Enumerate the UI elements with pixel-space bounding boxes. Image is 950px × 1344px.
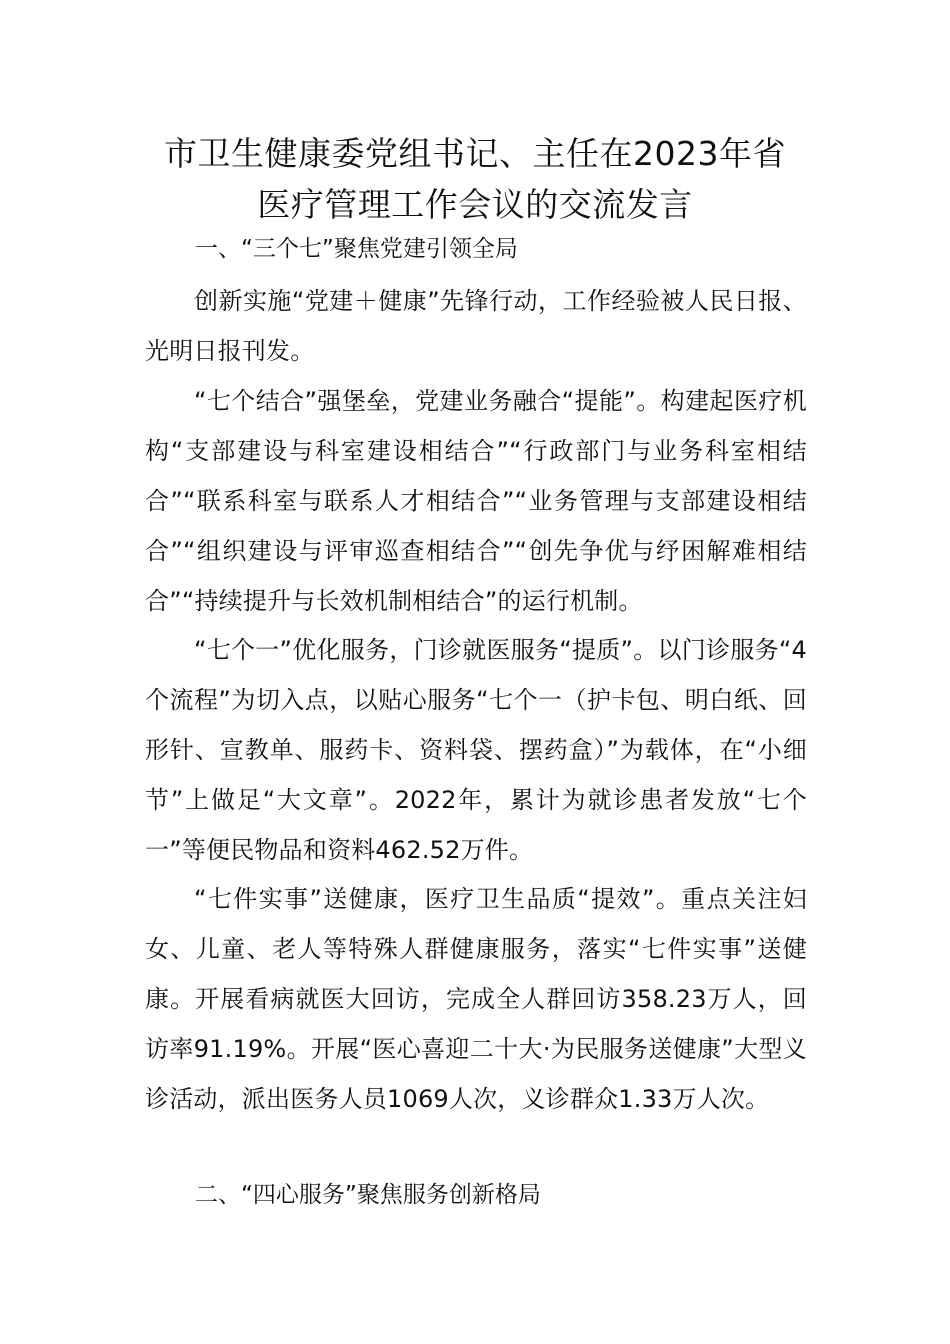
section-heading-1: 一、“三个七”聚焦党建引领全局 <box>195 236 518 262</box>
paragraph-2: “七个结合”强堡垒，党建业务融合“提能”。构建起医疗机构“支部建设与科室建设相结合”“行政部门与业务科室相结合”“联系科室与联系人才相结合”“业务管理与支部建设相结合”“组织建设与评审巡查相结合”“创先争优与纾困解难相结合”“持续提升与长效机制相结合”的运行机制。 <box>145 387 807 615</box>
document-title-line-1: 市卫生健康委党组书记、主任在2023年省 <box>164 134 786 173</box>
paragraph-4: “七件实事”送健康，医疗卫生品质“提效”。重点关注妇女、儿童、老人等特殊人群健康服务，落实“七件实事”送健康。开展看病就医大回访，完成全人群回访358.23万人，回访率91.19%。开展“医心喜迎二十大·为民服务送健康”大型义诊活动，派出医务人员1069人次，义诊群众1.33万人次。 <box>145 885 807 1113</box>
document-title-line-2: 医疗管理工作会议的交流发言 <box>257 185 693 224</box>
paragraph-3: “七个一”优化服务，门诊就医服务“提质”。以门诊服务“4个流程”为切入点，以贴心服务“七个一（护卡包、明白纸、回形针、宣教单、服药卡、资料袋、摆药盒）”为载体，在“小细节”上做足“大文章”。2022年，累计为就诊患者发放“七个一”等便民物品和资料462.52万件。 <box>145 636 807 864</box>
paragraph-1: 创新实施“党建＋健康”先锋行动，工作经验被人民日报、光明日报刊发。 <box>145 287 807 365</box>
section-heading-2: 二、“四心服务”聚焦服务创新格局 <box>195 1182 541 1208</box>
